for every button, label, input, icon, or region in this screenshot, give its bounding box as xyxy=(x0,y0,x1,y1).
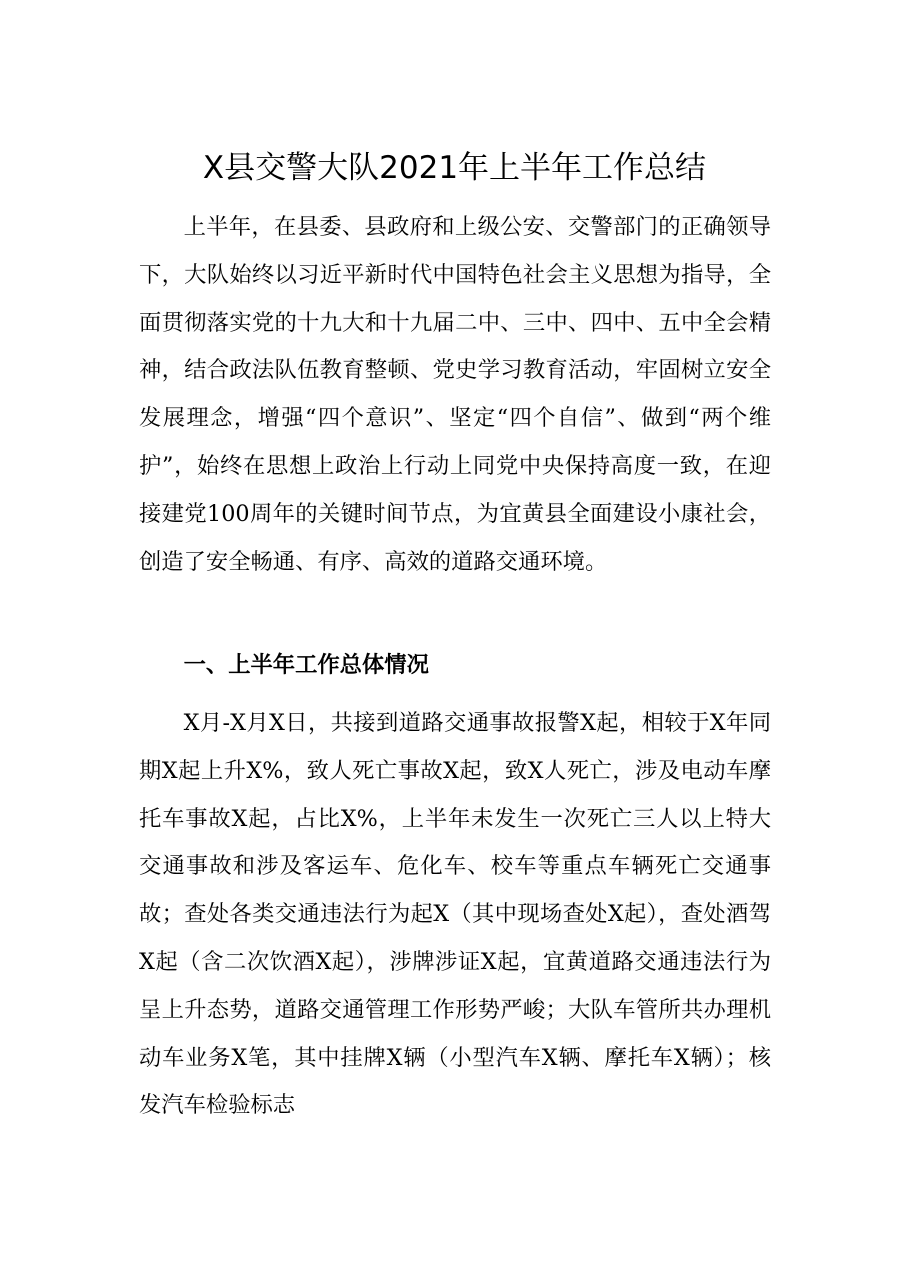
document-title: X县交警大队2021年上半年工作总结 xyxy=(202,150,707,186)
section-paragraph: X月-X月X日，共接到道路交通事故报警X起，相较于X年同期X起上升X%，致人死亡事故X起，致X人死亡，涉及电动车摩托车事故X起，占比X%，上半年未发生一次死亡三人以上特大交通事故和涉及客运车、危化车、校车等重点车辆死亡交通事故；查处各类交通违法行为起X（其中现场查处X起），查处酒驾X起（含二次饮酒X起），涉牌涉证X起，宜黄道路交通违法行为呈上升态势，道路交通管理工作形势严峻；大队车管所共办理机动车业务X笔，其中挂牌X辆（小型汽车X辆、摩托车X辆）；核发汽车检验标志 xyxy=(139,710,771,1119)
intro-paragraph: 上半年，在县委、县政府和上级公安、交警部门的正确领导下，大队始终以习近平新时代中国特色社会主义思想为指导，全面贯彻落实党的十九大和十九届二中、三中、四中、五中全会精神，结合政法队伍教育整顿、党史学习教育活动，牢固树立安全发展理念，增强“四个意识”、坚定“四个自信”、做到“两个维护”，始终在思想上政治上行动上同党中央保持高度一致，在迎接建党100周年的关键时间节点，为宜黄县全面建设小康社会，创造了安全畅通、有序、高效的道路交通环境。 xyxy=(139,214,771,575)
section-heading: 一、上半年工作总体情况 xyxy=(183,652,429,678)
